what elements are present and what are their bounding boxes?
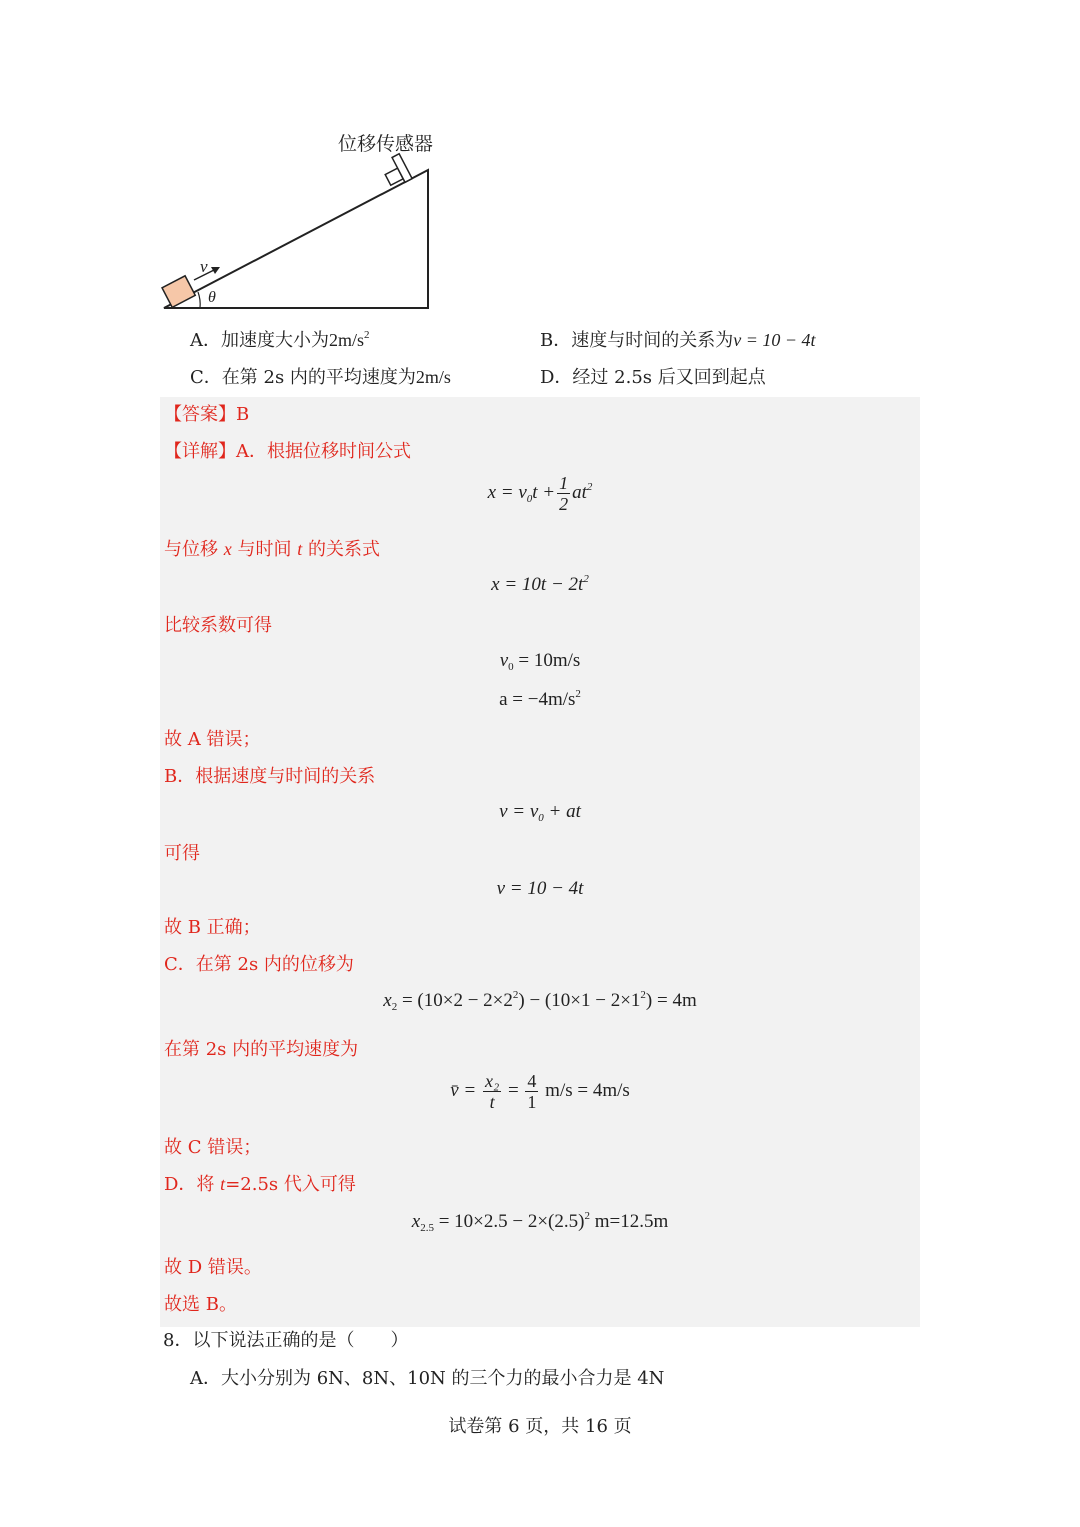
answer-label: 【答案】B (164, 404, 250, 425)
kede-line: 可得 (164, 843, 200, 864)
equation-acceleration: $a = -4m/s^2$ (499, 688, 581, 710)
a-wrong-line: 故 A 错误； (164, 729, 261, 750)
incline-figure (150, 120, 460, 320)
option-c: C．在第 2s 内的平均速度为2m/s (190, 367, 451, 388)
equation-average-velocity: v̄ = $\frac{\text{x₂}}{t}$ = $\frac{4}{1}$ m/s = 4m/s (450, 1071, 630, 1112)
choose-line: 故选 B。 (164, 1294, 237, 1315)
c-intro-line: C．在第 2s 内的位移为 (164, 954, 354, 975)
angle-label: θ (208, 289, 216, 306)
d-intro-line: D．将 t=2.5s 代入可得 (164, 1174, 356, 1195)
option-d: D．经过 2.5s 后又回到起点 (540, 367, 766, 388)
equation-initial-velocity: $v_0 = 10m/s$ (499, 650, 581, 673)
equation-displacement-given: $x = 10t - 2t^2$ (491, 573, 589, 595)
equation-velocity-formula: $v = v_0$ + at (499, 801, 581, 824)
page-footer: 试卷第 6 页，共 16 页 (448, 1416, 632, 1437)
relation-line: 与位移 x 与时间 t 的关系式 (164, 539, 380, 560)
sensor-label: 位移传感器 (338, 133, 434, 155)
equation-displacement-formula: $x = v_0t$ + $\frac{1}{2}$ $at^2$ (487, 473, 593, 514)
option-b: B．速度与时间的关系为v = 10 − 4t (540, 330, 816, 351)
detail-intro: 【详解】A．根据位移时间公式 (164, 441, 411, 462)
velocity-label: v (200, 257, 208, 276)
option-a: A．加速度大小为$2m/s^2$ (190, 329, 370, 351)
c-avg-line: 在第 2s 内的平均速度为 (164, 1039, 359, 1060)
question-8-stem: 8．以下说法正确的是（ ） (163, 1330, 409, 1351)
angle-arc (198, 292, 200, 308)
d-wrong-line: 故 D 错误。 (164, 1257, 262, 1278)
sensor (380, 154, 412, 189)
incline-triangle (164, 170, 428, 308)
equation-velocity-result: v = 10 − 4t (496, 878, 584, 899)
compare-line: 比较系数可得 (164, 615, 272, 636)
equation-d-displacement: $x_{2.5} = 10\times 2.5 - 2\times(2.5)^2$ m=12.5m (411, 1210, 669, 1234)
incline-diagram (150, 120, 460, 320)
b-right-line: 故 B 正确； (164, 917, 261, 938)
equation-second-displacement: $x_2 = (10\times 2 - 2\times 2^2) - (10\times 1 - 2\times 1^2) = 4m$ (383, 989, 697, 1013)
block (162, 276, 195, 308)
question-8-option-a: A．大小分别为 6N、8N、10N 的三个力的最小合力是 4N (190, 1368, 665, 1389)
c-wrong-line: 故 C 错误； (164, 1137, 262, 1158)
solution-panel (160, 397, 920, 1327)
b-intro-line: B．根据速度与时间的关系 (164, 766, 376, 787)
